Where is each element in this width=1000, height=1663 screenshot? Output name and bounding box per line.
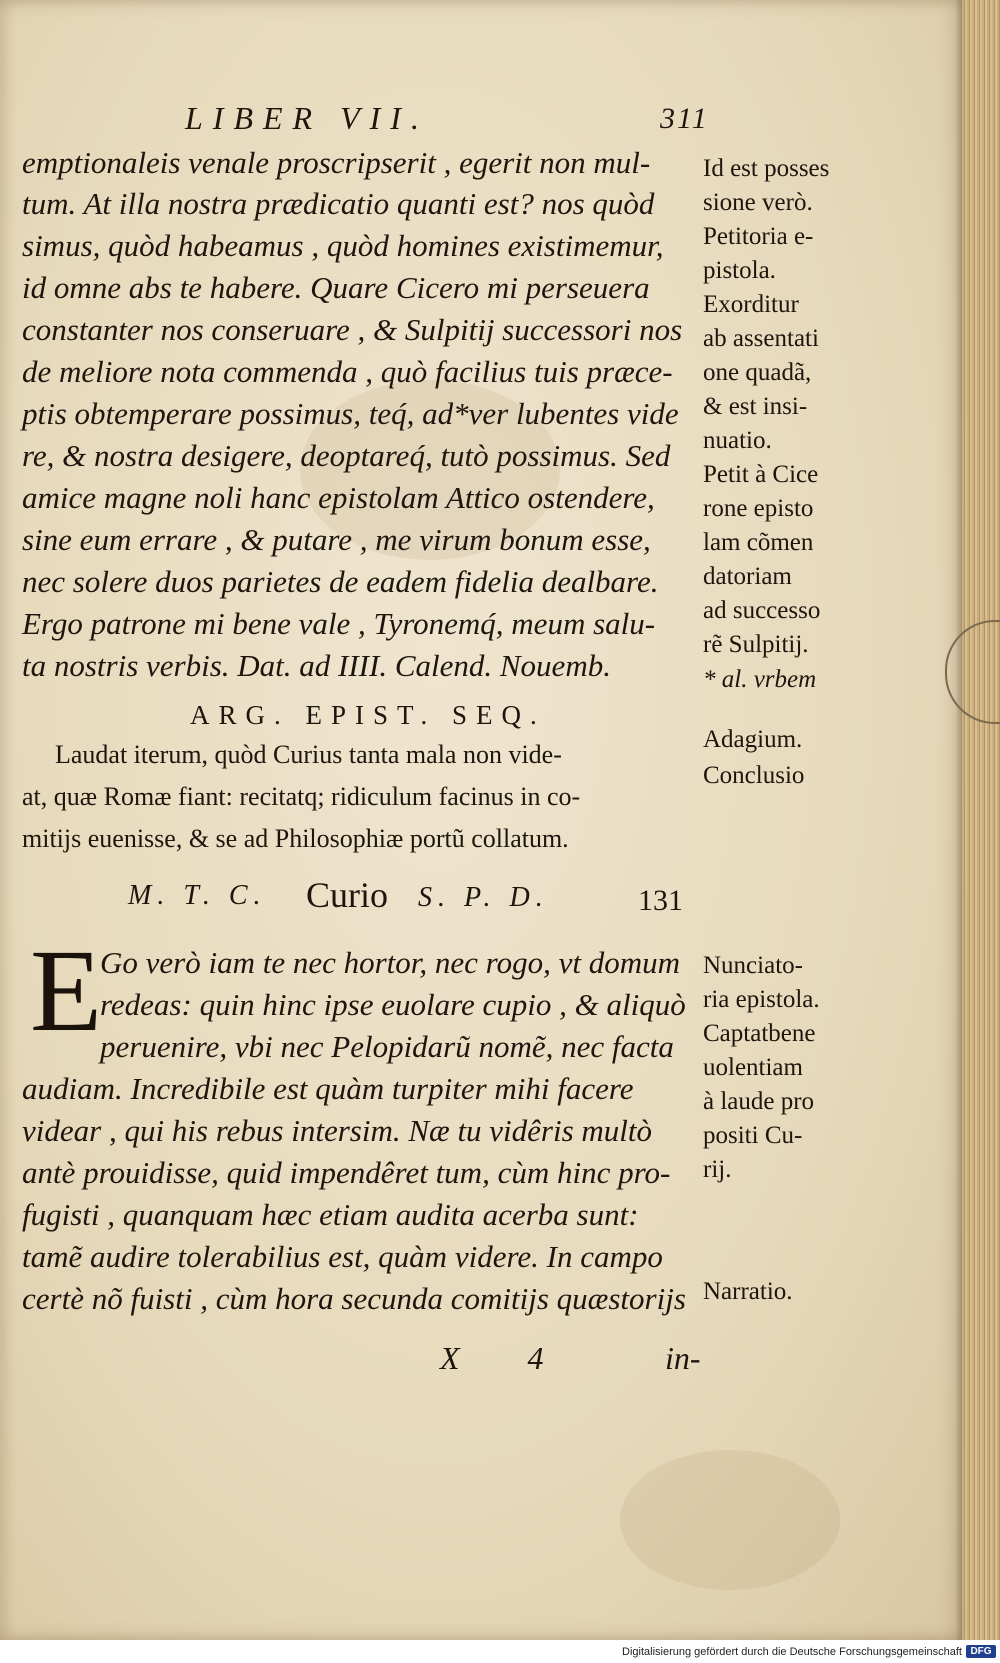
text-line: redeas: quin hinc ipse euolare cupio , & aliquò xyxy=(100,987,686,1022)
margin-note: rẽ Sulpitij. xyxy=(703,631,809,658)
text-line: re, & nostra desigere, deoptareq́, tutò possimus. Sed xyxy=(22,438,671,473)
margin-note: Conclusio xyxy=(703,762,805,789)
margin-note: à laude pro xyxy=(703,1088,815,1115)
catchword: in- xyxy=(665,1340,701,1376)
text-line: simus, quòd habeamus , quòd homines existimemur, xyxy=(22,228,664,263)
margin-note: * al. vrbem xyxy=(703,666,817,693)
signature-mark: X 4 xyxy=(440,1340,574,1376)
margin-note: rij. xyxy=(703,1156,732,1183)
margin-note: & est insi- xyxy=(703,393,808,420)
greeting-from: M. T. C. xyxy=(128,880,267,911)
margin-note: Petit à Cice xyxy=(703,461,819,488)
text-line: tamẽ audire tolerabilius est, quàm videre. In campo xyxy=(22,1239,663,1274)
margin-note: rone episto xyxy=(703,495,814,522)
text-line: Ergo patrone mi bene vale , Tyronemq́, meum salu- xyxy=(22,606,656,641)
margin-note: pistola. xyxy=(703,257,776,284)
text-line: amice magne noli hanc epistolam Attico ostendere, xyxy=(22,480,655,515)
text-line: audiam. Incredibile est quàm turpiter mihi facere xyxy=(22,1071,634,1106)
margin-note: ad successo xyxy=(703,597,821,624)
text-line: ta nostris verbis. Dat. ad IIII. Calend. Nouemb. xyxy=(22,648,611,683)
margin-note: sione verò. xyxy=(703,189,813,216)
text-line: peruenire, vbi nec Pelopidarũ nomẽ, nec facta xyxy=(100,1029,674,1064)
text-line: nec solere duos parietes de eadem fidelia dealbare. xyxy=(22,564,659,599)
greeting-to: Curio xyxy=(306,875,389,915)
text-line: tum. At illa nostra prædicatio quanti est? nos quòd xyxy=(22,186,655,221)
margin-note: positi Cu- xyxy=(703,1122,803,1149)
argument-line: at, quæ Romæ fiant: recitatq; ridiculum facinus in co- xyxy=(22,782,581,811)
margin-note: Nunciato- xyxy=(703,952,803,979)
running-head xyxy=(140,100,709,140)
margin-note: nuatio. xyxy=(703,427,772,454)
margin-note: Id est posses xyxy=(703,155,830,182)
text-line: sine eum errare , & putare , me virum bonum esse, xyxy=(22,522,651,557)
paper-stain xyxy=(620,1450,840,1590)
page-number: 311 xyxy=(660,102,709,135)
drop-capital: E xyxy=(30,925,103,1056)
margin-note: Adagium. xyxy=(703,726,803,753)
margin-note: Exorditur xyxy=(703,291,799,318)
text-line: antè prouidisse, quid impendêret tum, cùm hinc pro- xyxy=(22,1155,671,1190)
book-edge xyxy=(962,0,1000,1640)
text-line: de meliore nota commenda , quò facilius tuis præce- xyxy=(22,354,673,389)
margin-note: one quadã, xyxy=(703,359,812,386)
margin-note: Narratio. xyxy=(703,1278,793,1305)
text-line: constanter nos conseruare , & Sulpitij successori nos xyxy=(22,312,683,347)
text-line: id omne abs te habere. Quare Cicero mi perseuera xyxy=(22,270,650,305)
margin-note: lam cõmen xyxy=(703,529,814,556)
greeting-formula: S. P. D. xyxy=(418,882,549,913)
argument-line: Laudat iterum, quòd Curius tanta mala non vide- xyxy=(55,740,562,769)
dfg-logo-icon: DFG xyxy=(966,1645,996,1658)
running-head-title: LIBER VII. xyxy=(185,100,429,136)
text-line: Go verò iam te nec hortor, nec rogo, vt domum xyxy=(100,945,680,980)
text-line: videar , qui his rebus intersim. Næ tu vidêris multò xyxy=(22,1113,653,1148)
argument-line: mitijs euenisse, & se ad Philosophiæ portũ collatum. xyxy=(22,824,569,853)
margin-note: uolentiam xyxy=(703,1054,803,1081)
letter-number: 131 xyxy=(638,884,683,917)
text-line: fugisti , quanquam hæc etiam audita acerba sunt: xyxy=(22,1197,639,1232)
footer-credit: Digitalisierung gefördert durch die Deutsche Forschungsgemeinschaft xyxy=(622,1646,962,1658)
text-line: ptis obtemperare possimus, teq́, ad*ver lubentes vide xyxy=(22,396,679,431)
text-line: emptionaleis venale proscripserit , egerit non mul- xyxy=(22,145,651,180)
margin-note: ria epistola. xyxy=(703,986,820,1013)
margin-note: datoriam xyxy=(703,563,792,590)
argument-heading: ARG. EPIST. SEQ. xyxy=(190,700,546,730)
margin-note: Captatbene xyxy=(703,1020,816,1047)
margin-note: Petitoria e- xyxy=(703,223,814,250)
margin-note: ab assentati xyxy=(703,325,819,352)
text-line: certè nõ fuisti , cùm hora secunda comitijs quæstorijs xyxy=(22,1281,686,1316)
letter-greeting xyxy=(128,875,728,918)
